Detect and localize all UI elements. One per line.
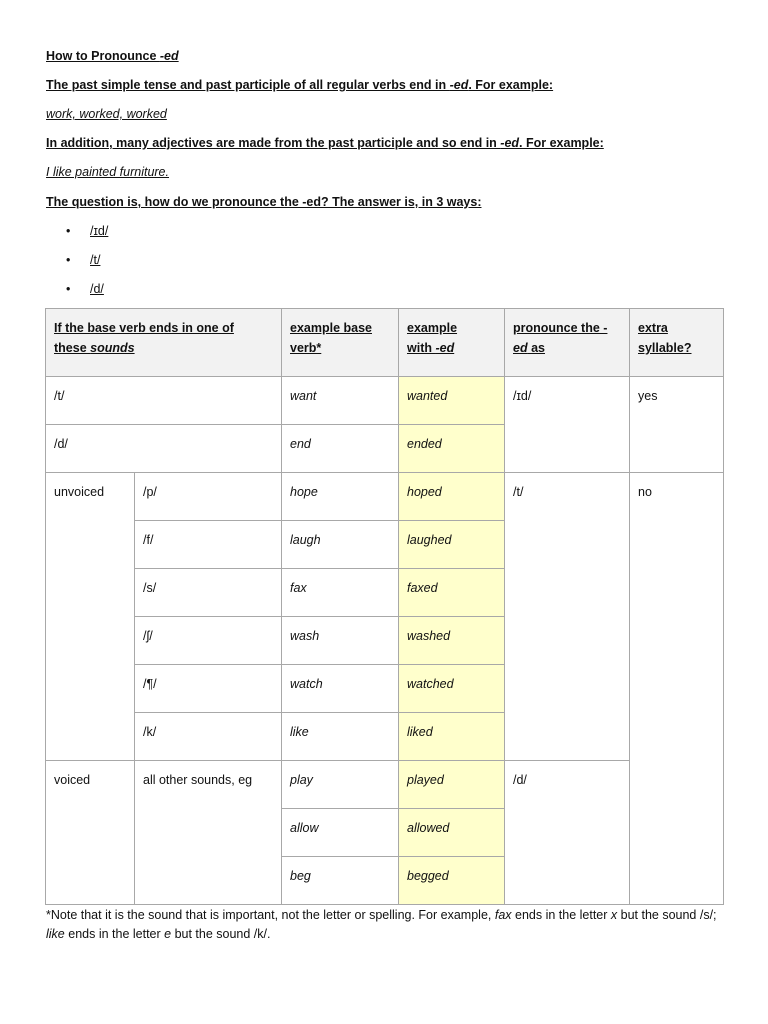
header-ends-in (46, 309, 282, 377)
pronounce-cell: /d/ (505, 761, 630, 905)
title-ed: -ed (159, 49, 179, 63)
sound-cell: /¶/ (135, 665, 282, 713)
pronunciation-table (45, 308, 724, 905)
table-row (46, 473, 724, 521)
table-row (46, 377, 724, 425)
sound-cell: /s/ (135, 569, 282, 617)
header-text: as (527, 341, 545, 355)
ed-form-cell: allowed (399, 809, 505, 857)
header-text: example base (290, 321, 372, 335)
note-text: but the sound /k/. (171, 927, 271, 941)
intro-line-2 (46, 135, 604, 151)
header-text: sounds (90, 341, 135, 355)
base-verb-cell: allow (282, 809, 399, 857)
intro1-ed: -ed (449, 78, 469, 92)
group-cell: unvoiced (46, 473, 135, 761)
table-header-row (46, 309, 724, 377)
example-line-2: I like painted furniture. (46, 165, 169, 179)
note-word: e (164, 927, 172, 941)
page-title (46, 48, 179, 64)
header-extra-syllable (630, 309, 724, 377)
intro1-text: The past simple tense and past participle of all regular verbs end in (46, 78, 450, 92)
header-text: example (407, 321, 458, 335)
intro2-text: In addition, many adjectives are made from the past participle and so end in (46, 136, 501, 150)
question-line: The question is, how do we pronounce the -ed? The answer is, in 3 ways: (46, 195, 482, 209)
ed-form-cell: hoped (399, 473, 505, 521)
ed-form-cell: watched (399, 665, 505, 713)
bullet-item: /t/ (90, 253, 101, 267)
header-text: pronounce the - (513, 321, 608, 335)
base-verb-cell: end (282, 425, 399, 473)
intro1-after: . For example: (468, 78, 554, 92)
bullet-item: /d/ (90, 282, 104, 296)
header-text: with (407, 341, 436, 355)
sound-cell: all other sounds, eg (135, 761, 282, 905)
base-verb-cell: watch (282, 665, 399, 713)
note-text: ends in the letter (64, 927, 165, 941)
sound-cell: /d/ (46, 425, 282, 473)
extra-syllable-cell: yes (630, 377, 724, 473)
table-row (46, 761, 724, 809)
ed-form-cell: begged (399, 857, 505, 905)
base-verb-cell: fax (282, 569, 399, 617)
sound-cell: /k/ (135, 713, 282, 761)
base-verb-cell: laugh (282, 521, 399, 569)
group-cell: voiced (46, 761, 135, 905)
header-text: extra (638, 321, 668, 335)
pronounce-cell: /t/ (505, 473, 630, 761)
header-text: these (54, 341, 91, 355)
note-text: ends in the letter (511, 908, 611, 922)
header-text: syllable? (638, 341, 692, 355)
example-line-1: work, worked, worked (46, 107, 167, 121)
title-text: How to Pronounce (46, 49, 160, 63)
bullet-dot: • (66, 253, 71, 267)
intro2-after: . For example: (519, 136, 604, 150)
ed-form-cell: liked (399, 713, 505, 761)
base-verb-cell: play (282, 761, 399, 809)
header-text: ed (513, 341, 528, 355)
ed-form-cell: played (399, 761, 505, 809)
note-word: like (46, 927, 65, 941)
ed-form-cell: wanted (399, 377, 505, 425)
bullet-item: /ɪd/ (90, 224, 109, 238)
note-text: *Note that it is the sound that is important, not the letter or spelling. For example, (46, 908, 495, 922)
header-example-with-ed (399, 309, 505, 377)
note-text: but the sound /s/; (617, 908, 717, 922)
bullet-dot: • (66, 224, 71, 238)
ed-form-cell: washed (399, 617, 505, 665)
sound-cell: /t/ (46, 377, 282, 425)
sound-cell: /ʃ/ (135, 617, 282, 665)
sound-cell: /f/ (135, 521, 282, 569)
base-verb-cell: hope (282, 473, 399, 521)
header-pronounce-as (505, 309, 630, 377)
note-word: fax (494, 908, 512, 922)
note-word: x (610, 908, 618, 922)
base-verb-cell: like (282, 713, 399, 761)
bullet-dot: • (66, 282, 71, 296)
base-verb-cell: want (282, 377, 399, 425)
header-text: -ed (435, 341, 455, 355)
base-verb-cell: beg (282, 857, 399, 905)
extra-syllable-cell: no (630, 473, 724, 905)
ed-form-cell: ended (399, 425, 505, 473)
ed-form-cell: laughed (399, 521, 505, 569)
header-text: If the base verb ends in one of (54, 321, 234, 335)
sound-cell: /p/ (135, 473, 282, 521)
pronounce-cell: /ɪd/ (505, 377, 630, 473)
ed-form-cell: faxed (399, 569, 505, 617)
intro2-ed: -ed (500, 136, 520, 150)
footnote (46, 906, 736, 944)
header-example-base (282, 309, 399, 377)
header-text: verb* (290, 341, 322, 355)
intro-line-1 (46, 77, 553, 93)
base-verb-cell: wash (282, 617, 399, 665)
